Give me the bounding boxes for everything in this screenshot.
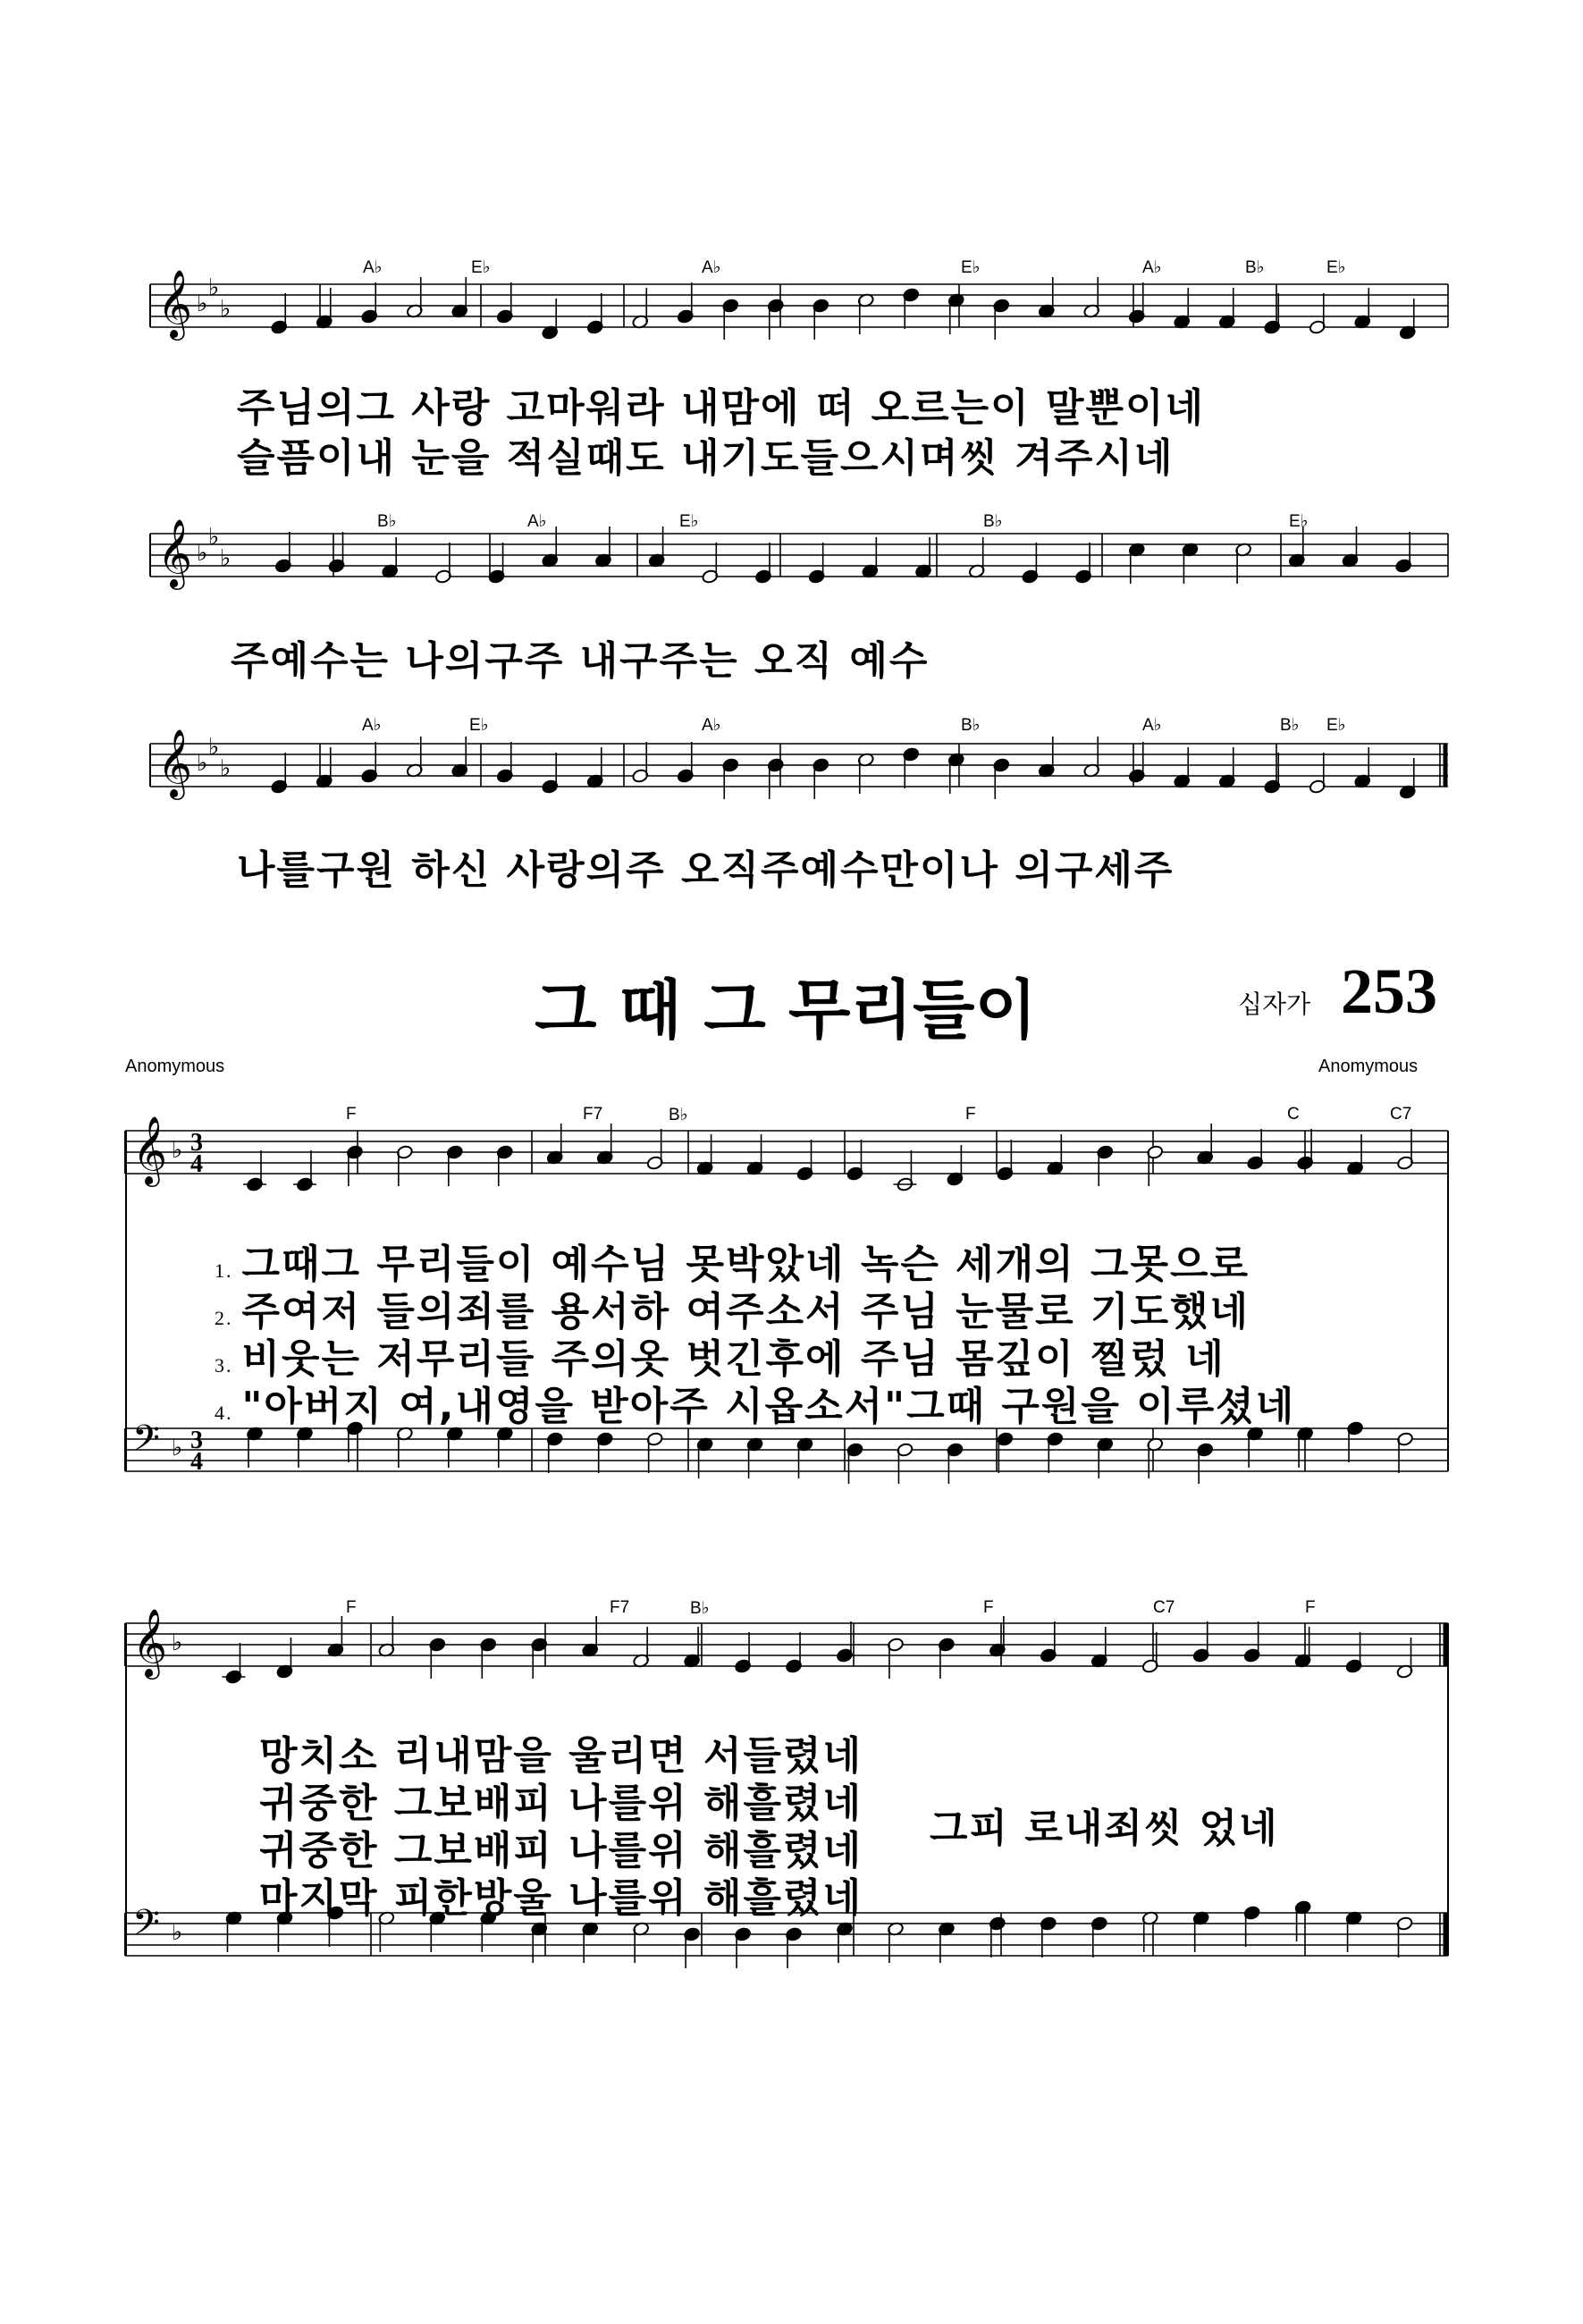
svg-text:3: 3 (190, 1427, 203, 1454)
verse-number: 4. (215, 1402, 233, 1424)
chord-symbol: A♭ (702, 716, 721, 735)
svg-text:3: 3 (190, 1129, 203, 1157)
chord-symbol: F (983, 1598, 994, 1617)
verse-line: 귀중한 그보배피 나를위 해흘렸네 (259, 1781, 863, 1826)
svg-text:4: 4 (190, 1150, 203, 1178)
chord-symbol: A♭ (702, 258, 721, 277)
chord-symbol: A♭ (1142, 716, 1162, 735)
chord-symbol: F (965, 1105, 976, 1124)
chord-symbol: E♭ (1289, 512, 1309, 531)
treble-staff (150, 518, 1448, 587)
chord-symbol: A♭ (363, 258, 383, 277)
key-flat-icon: ♭ (197, 290, 208, 317)
key-flat-icon: ♭ (172, 1919, 183, 1946)
verse-line: 귀중한 그보배피 나를위 해흘렸네 (259, 1828, 863, 1874)
verse-text: 그때그 무리들이 예수님 못박았네 녹슨 세개의 그못으로 (241, 1242, 1266, 1287)
system-barline (125, 1131, 127, 1471)
chord-symbol: F (1305, 1598, 1316, 1617)
key-flat-icon: ♭ (208, 734, 220, 761)
key-flat-icon: ♭ (172, 1629, 183, 1656)
chord-symbol: A♭ (362, 716, 382, 735)
verse-line: 망치소 리내맘을 울리면 서들렸네 (259, 1733, 863, 1779)
chord-symbol: E♭ (961, 258, 981, 277)
verse-number: 3. (215, 1354, 233, 1377)
verse-line (215, 1374, 1311, 1431)
treble-staff (125, 1608, 1448, 1677)
key-flat-icon: ♭ (197, 540, 208, 567)
treble-staff (150, 269, 1448, 338)
chord-symbol: B♭ (690, 1599, 710, 1618)
chord-symbol: F (346, 1598, 357, 1617)
chord-symbol: E♭ (471, 258, 491, 277)
key-flat-icon: ♭ (220, 296, 232, 323)
chord-symbol: E♭ (679, 512, 699, 531)
lyricist: Anomymous (125, 1057, 225, 1076)
key-flat-icon: ♭ (208, 274, 220, 301)
lyric-line: 주예수는 나의구주 내구주는 오직 예수 (231, 638, 945, 684)
treble-clef-icon: 𝄞 (132, 1608, 168, 1677)
svg-text:4: 4 (190, 1448, 203, 1476)
chord-symbol: B♭ (669, 1106, 688, 1124)
hymn-number: 253 (1341, 956, 1437, 1027)
system-barline (1447, 1623, 1449, 1956)
chord-symbol: A♭ (1142, 258, 1162, 277)
hymn-title: 그 때 그 무리들이 (535, 973, 1038, 1048)
lyric-line: 슬픔이내 눈을 적실때도 내기도들으시며씻 겨주시네 (237, 435, 1190, 481)
chord-symbol: E♭ (469, 716, 489, 735)
chord-symbol: E♭ (1326, 716, 1346, 735)
verse-number: 2. (215, 1307, 233, 1329)
key-flat-icon: ♭ (172, 1435, 183, 1461)
chord-symbol: B♭ (377, 512, 397, 531)
treble-staff (150, 728, 1448, 797)
bass-clef-icon: 𝄢 (132, 1902, 160, 1952)
lyric-line: 나를구원 하신 사랑의주 오직주예수만이나 의구세주 (237, 847, 1190, 893)
treble-clef-icon: 𝄞 (157, 518, 193, 587)
treble-clef-icon: 𝄞 (157, 728, 193, 797)
chord-symbol: E♭ (1326, 258, 1346, 277)
key-flat-icon: ♭ (172, 1137, 183, 1164)
chord-symbol: F7 (583, 1105, 603, 1124)
treble-staff (125, 1116, 1448, 1184)
key-flat-icon: ♭ (197, 750, 208, 777)
chord-symbol: A♭ (527, 512, 547, 531)
system-barline (1447, 1131, 1449, 1471)
chord-symbol: C7 (1153, 1598, 1175, 1617)
verse-text: 주여저 들의죄를 용서하 여주소서 주님 눈물로 기도했네 (241, 1289, 1266, 1335)
verse-line: 마지막 피한방울 나를위 해흘렸네 (259, 1875, 863, 1921)
chord-symbol: C (1287, 1105, 1300, 1124)
chord-symbol: F7 (610, 1598, 630, 1617)
chord-symbol: C7 (1390, 1105, 1412, 1124)
key-flat-icon: ♭ (220, 545, 232, 572)
treble-clef-icon: 𝄞 (132, 1116, 168, 1184)
chord-symbol: B♭ (983, 512, 1003, 531)
treble-clef-icon: 𝄞 (157, 269, 193, 338)
lyric-line: 주님의그 사랑 고마워라 내맘에 떠 오르는이 말뿐이네 (237, 385, 1221, 431)
bass-staff (125, 1418, 1448, 1482)
verse-text: "아버지 여,내영을 받아주 시옵소서"그때 구원을 이루셨네 (241, 1384, 1311, 1429)
chord-symbol: F (346, 1105, 357, 1124)
bass-clef-icon: 𝄢 (132, 1418, 160, 1468)
chord-symbol: B♭ (1280, 716, 1300, 735)
system-barline (125, 1623, 127, 1956)
chord-symbol: B♭ (961, 716, 981, 735)
key-flat-icon: ♭ (208, 524, 220, 551)
verse-number: 1. (215, 1259, 233, 1282)
composer: Anomymous (1318, 1057, 1419, 1076)
key-flat-icon: ♭ (220, 755, 232, 782)
refrain-line: 그피 로내죄씻 었네 (930, 1806, 1294, 1851)
verse-text: 비웃는 저무리들 주의옷 벗긴후에 주님 몸깊이 찔렀 네 (241, 1336, 1242, 1382)
chord-symbol: B♭ (1245, 258, 1265, 277)
hymn-category: 십자가 (1238, 990, 1311, 1018)
